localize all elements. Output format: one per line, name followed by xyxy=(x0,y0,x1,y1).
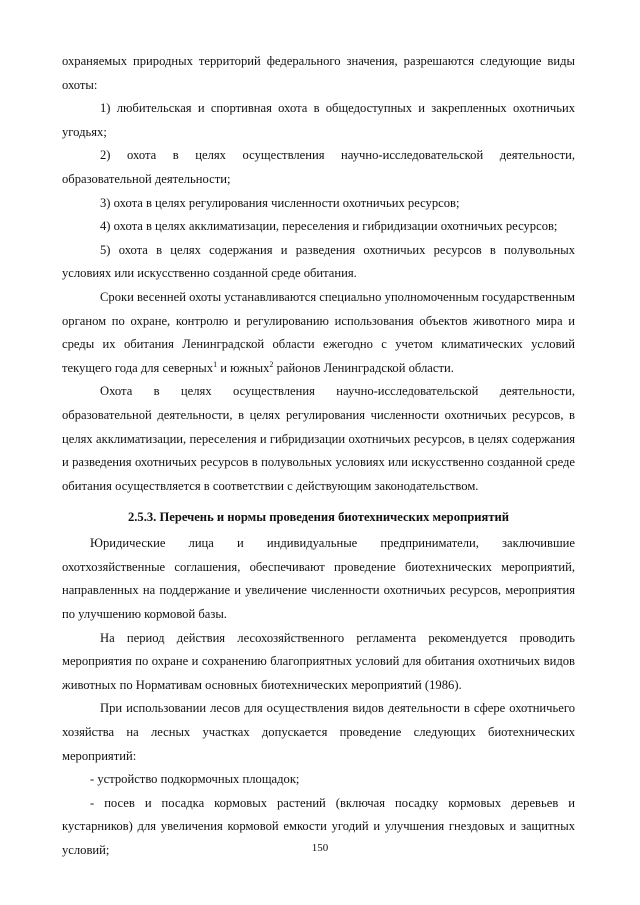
paragraph-biotech-recommendations: На период действия лесохозяйственного регламента рекомендуется проводить мероприятия по охране и сохранению благоприятных условий для обитания охотничьих видов животных по Нормативам основных биотехнических мероприятий (1986). xyxy=(62,630,575,692)
page-number: 150 xyxy=(311,842,329,854)
list-item-research-hunting: 2) охота в целях осуществления научно-исследовательской деятельности, образовательной деятельности; xyxy=(62,148,575,186)
paragraph-spring-hunting-dates: Сроки весенней охоты устанавливаются специально уполномоченным государственным органом по охране, контролю и регулированию использования объектов животного мира и среды их обитания Ленинградской области ежегодно с учетом климатических условий текущего года для северных$^1$ и южных$^2$ районов Ленинградской области. xyxy=(62,289,575,375)
list-item-forage-planting: - посев и посадка кормовых растений (включая посадку кормовых деревьев и кустарников) для увеличения кормовой емкости угодий и улучшения гнездовых и защитных условий; xyxy=(62,795,575,857)
page-body xyxy=(62,50,575,863)
footnote-ref-2: 2 xyxy=(269,359,274,369)
paragraph-hunting-legislation: Охота в целях осуществления научно-исследовательской деятельности, образовательной деятельности, в целях регулирования численности охотничьих ресурсов, в целях акклиматизации, переселения и гибридизации охотничьих ресурсов, в целях содержания и разведения охотничьих ресурсов в полувольных условиях или искусственно созданной среде обитания осуществляется в соответствии с действующим законодательством. xyxy=(62,384,575,493)
footnote-ref-1: 1 xyxy=(213,359,218,369)
list-item-breeding-hunting: 5) охота в целях содержания и разведения охотничьих ресурсов в полувольных условиях или искусственно созданной среде обитания. xyxy=(62,242,575,281)
paragraph-hunting-types-intro: охраняемых природных территорий федерального значения, разрешаются следующие виды охоты: xyxy=(62,54,575,92)
paragraph-biotech-permitted-intro: При использовании лесов для осуществления видов деятельности в сфере охотничьего хозяйства на лесных участках допускается проведение следующих биотехнических мероприятий: xyxy=(62,701,575,763)
list-item-regulation-hunting: 3) охота в целях регулирования численности охотничьих ресурсов; xyxy=(100,195,460,210)
list-item-feeding-grounds: - устройство подкормочных площадок; xyxy=(90,772,300,787)
section-heading: 2.5.3. Перечень и нормы проведения биотехнических мероприятий xyxy=(127,510,510,525)
paragraph-biotech-obligations: Юридические лица и индивидуальные предприниматели, заключившие охотхозяйственные соглашения, обеспечивают проведение биотехнических мероприятий, направленных на поддержание и увеличение численности охотничьих ресурсов, мероприятия по улучшению кормовой базы. xyxy=(62,536,575,622)
list-item-amateur-hunting: 1) любительская и спортивная охота в общедоступных и закрепленных охотничьих угодьях; xyxy=(62,101,575,139)
list-item-acclimatization-hunting: 4) охота в целях акклиматизации, переселения и гибридизации охотничьих ресурсов; xyxy=(100,219,558,234)
